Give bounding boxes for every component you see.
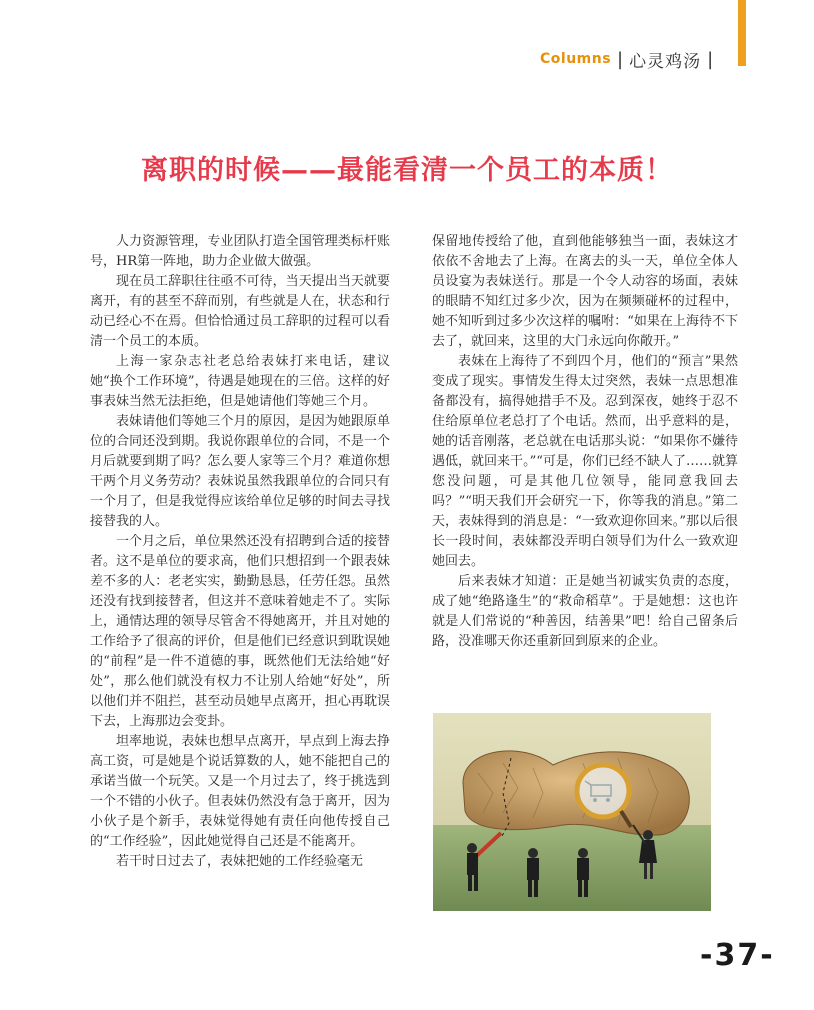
section-label-en: Columns	[540, 51, 612, 67]
paragraph: 人力资源管理，专业团队打造全国管理类标杆账号，HR第一阵地，助力企业做大做强。	[90, 234, 390, 269]
paragraph: 表妹请他们等她三个月的原因，是因为她跟原单位的合同还没到期。我说你跟单位的合同，不是一个月后就要到期了吗？怎么要人家等三个月？难道你想干两个月义务劳动？表妹说虽然我跟单位的合同只有一个月了，但是我觉得应该给单位足够的时间去寻找接替我的人。	[90, 414, 390, 529]
paragraph: 后来表妹才知道：正是她当初诚实负责的态度，成了她“绝路逢生”的“救命稻草”。于是她想：这也许就是人们常说的“种善因，结善果”吧！给自己留条后路，没准哪天你还重新回到原来的企业。	[432, 574, 738, 649]
paragraph: 保留地传授给了他，直到他能够独当一面，表妹这才依依不舍地去了上海。在离去的头一天，单位全体人员设宴为表妹送行。那是一个令人动容的场面，表妹的眼睛不知红过多少次，因为在频频碰杯的过程中，她不知听到过多少次这样的嘱咐：“如果在上海待不下去了，就回来，这里的大门永远向你敞开。”	[432, 234, 738, 349]
header-separator-end: |	[707, 48, 714, 70]
section-header	[540, 47, 719, 71]
header-separator: |	[617, 48, 624, 70]
page-number: -37-	[700, 938, 775, 973]
paragraph: 现在员工辞职往往亟不可待，当天提出当天就要离开，有的甚至不辞而别，有些就是人在，状态和行动已经心不在焉。但恰恰通过员工辞职的过程可以看清一个员工的本质。	[90, 274, 390, 349]
peanut-illustration	[433, 713, 711, 911]
article-title: 离职的时候——最能看清一个员工的本质！	[141, 155, 673, 186]
accent-bar	[738, 0, 746, 66]
paragraph: 坦率地说，表妹也想早点离开，早点到上海去挣高工资，可是她是个说话算数的人，她不能把自己的承诺当做一个玩笑。又是一个月过去了，终于挑选到一个不错的小伙子。但表妹仍然没有急于离开，因为小伙子是个新手，表妹觉得她有责任向他传授自己的“工作经验”，因此她觉得自己还是不能离开。	[90, 734, 390, 849]
paragraph: 若干时日过去了，表妹把她的工作经验毫无	[116, 854, 364, 869]
article-column-left	[90, 232, 390, 872]
paragraph: 一个月之后，单位果然还没有招聘到合适的接替者。这不是单位的要求高，他们只想招到一个跟表妹差不多的人：老老实实，勤勤恳恳，任劳任怨。虽然还没有找到接替者，但这并不意味着她走不了。实际上，通情达理的领导尽管舍不得她离开，并且对她的工作给予了很高的评价，但是他们已经意识到耽误她的“前程”是一件不道德的事，既然他们无法给她“好处”，那么他们就没有权力不让别人给她“好处”，所以他们并不阻拦，甚至动员她早点离开，担心再耽误下去，上海那边会变卦。	[90, 534, 390, 729]
paragraph: 表妹在上海待了不到四个月，他们的“预言”果然变成了现实。事情发生得太过突然，表妹一点思想准备都没有，搞得她措手不及。忍到深夜，她终于忍不住给原单位老总打了个电话。然而，出乎意料的是，她的话音刚落，老总就在电话那头说：“如果你不嫌待遇低，就回来干。”“可是，你们已经不缺人了……就算您没问题，可是其他几位领导，能同意我回去吗？”“明天我们开会研究一下，你等我的消息。”第二天，表妹得到的消息是：“一致欢迎你回来。”那以后很长一段时间，表妹都没弄明白领导们为什么一致欢迎她回去。	[432, 354, 738, 569]
paragraph: 上海一家杂志社老总给表妹打来电话，建议她“换个工作环境”，待遇是她现在的三倍。这样的好事表妹当然无法拒绝，但是她请他们等她三个月。	[90, 354, 390, 409]
article-column-right	[432, 232, 738, 652]
section-label-cn: 心灵鸡汤	[629, 51, 702, 72]
